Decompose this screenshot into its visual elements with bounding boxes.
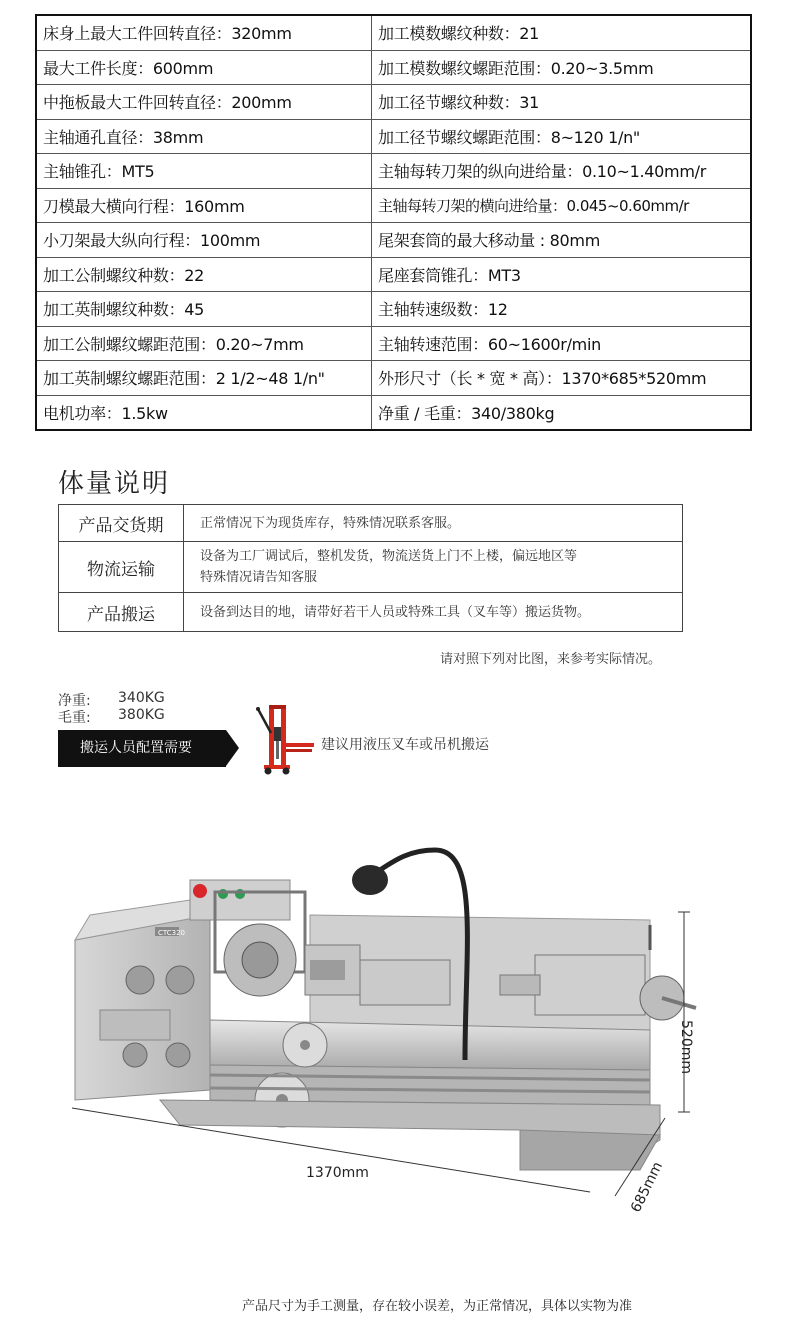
gross-weight-value: 380KG	[118, 707, 165, 723]
spec-cell-right: 净重 / 毛重：340/380kg	[372, 395, 752, 430]
dimension-width-label: 1370mm	[306, 1165, 369, 1181]
dimension-depth-label: 685mm	[628, 1159, 667, 1216]
spec-cell-right: 主轴转速范围：60~1600r/min	[372, 326, 752, 361]
shipping-row	[59, 593, 683, 632]
shipping-label: 产品交货期	[59, 505, 184, 542]
spec-table	[35, 14, 752, 431]
staff-requirement-banner	[58, 730, 226, 767]
spec-row	[36, 361, 751, 396]
spec-cell-left: 加工公制螺纹螺距范围：0.20~7mm	[36, 326, 372, 361]
spec-cell-left: 床身上最大工件回转直径：320mm	[36, 15, 372, 50]
staff-requirement-label: 搬运人员配置需要	[80, 740, 192, 756]
footer-note: 产品尺寸为手工测量，存在较小误差，为正常情况，具体以实物为准	[242, 1299, 633, 1314]
spec-cell-left: 加工英制螺纹种数：45	[36, 292, 372, 327]
shipping-desc-line: 正常情况下为现货库存，特殊情况联系客服。	[200, 515, 461, 531]
reference-note: 请对照下列对比图，来参考实际情况。	[440, 652, 662, 667]
spec-cell-right: 主轴每转刀架的纵向进给量：0.10~1.40mm/r	[372, 154, 752, 189]
spec-row	[36, 119, 751, 154]
spec-row	[36, 395, 751, 430]
shipping-label: 产品搬运	[59, 593, 184, 632]
shipping-row	[59, 542, 683, 593]
shipping-desc-line: 特殊情况请告知客服	[200, 570, 318, 585]
forklift-note: 建议用液压叉车或吊机搬运	[321, 737, 489, 753]
shipping-row	[59, 505, 683, 542]
gross-weight-label: 毛重:	[58, 710, 91, 726]
spec-row	[36, 154, 751, 189]
spec-cell-left: 主轴锥孔：MT5	[36, 154, 372, 189]
machine-badge: CTC320	[158, 929, 186, 937]
shipping-desc	[184, 542, 683, 593]
shipping-table	[58, 504, 683, 632]
spec-cell-right: 尾座套筒锥孔：MT3	[372, 257, 752, 292]
gross-weight	[58, 707, 165, 727]
spec-cell-left: 中拖板最大工件回转直径：200mm	[36, 85, 372, 120]
spec-row	[36, 257, 751, 292]
spec-cell-left: 电机功率：1.5kw	[36, 395, 372, 430]
spec-cell-left: 最大工件长度：600mm	[36, 50, 372, 85]
spec-cell-right: 加工模数螺纹种数：21	[372, 15, 752, 50]
spec-row	[36, 326, 751, 361]
net-weight-value: 340KG	[118, 690, 165, 706]
shipping-desc	[184, 505, 683, 542]
spec-row	[36, 15, 751, 50]
shipping-desc	[184, 593, 683, 632]
spec-cell-right: 加工径节螺纹种数：31	[372, 85, 752, 120]
spec-cell-right: 加工模数螺纹螺距范围：0.20~3.5mm	[372, 50, 752, 85]
shipping-desc-line: 设备到达目的地，请带好若干人员或特殊工具（叉车等）搬运货物。	[200, 604, 591, 620]
spec-row	[36, 188, 751, 223]
spec-row	[36, 50, 751, 85]
stop-button-icon	[193, 884, 207, 898]
section-title: 体量说明	[58, 469, 171, 499]
spec-cell-right: 主轴转速级数：12	[372, 292, 752, 327]
net-weight-label: 净重:	[58, 693, 91, 709]
spec-row	[36, 223, 751, 258]
arrow-right-icon	[226, 730, 239, 766]
spec-cell-left: 刀模最大横向行程：160mm	[36, 188, 372, 223]
spec-cell-right: 加工径节螺纹螺距范围：8~120 1/n"	[372, 119, 752, 154]
hydraulic-forklift-icon	[256, 703, 316, 775]
spec-cell-left: 小刀架最大纵向行程：100mm	[36, 223, 372, 258]
spec-cell-right: 外形尺寸（长 * 宽 * 高）：1370*685*520mm	[372, 361, 752, 396]
spec-row	[36, 85, 751, 120]
spec-cell-right: 尾架套筒的最大移动量 : 80mm	[372, 223, 752, 258]
shipping-desc-line: 设备为工厂调试后，整机发货，物流送货上门不上楼，偏远地区等	[200, 549, 578, 564]
spec-cell-left: 主轴通孔直径：38mm	[36, 119, 372, 154]
lathe-machine-photo	[60, 830, 740, 1210]
dimension-height-label: 520mm	[678, 1020, 694, 1074]
spec-row	[36, 292, 751, 327]
spec-cell-right: 主轴每转刀架的横向进给量：0.045~0.60mm/r	[372, 188, 752, 223]
shipping-label: 物流运输	[59, 542, 184, 593]
spec-cell-left: 加工英制螺纹螺距范围：2 1/2~48 1/n"	[36, 361, 372, 396]
spec-cell-left: 加工公制螺纹种数：22	[36, 257, 372, 292]
